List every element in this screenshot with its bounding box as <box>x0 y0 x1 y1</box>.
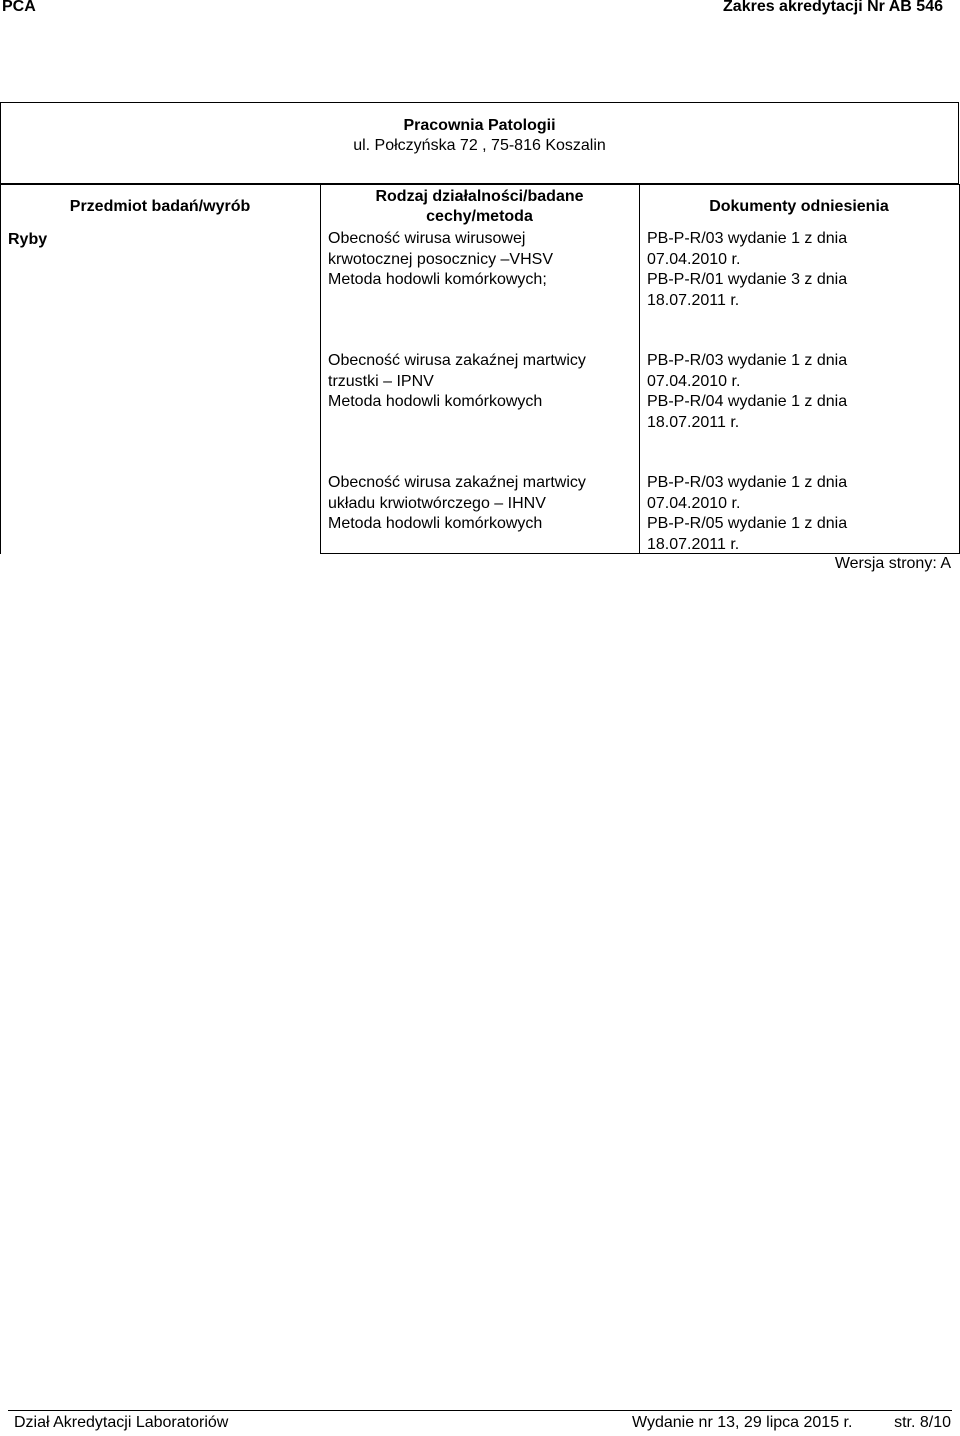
table-row-1-activity: Obecność wirusa wirusowej krwotocznej posocznicy –VHSV Metoda hodowli komórkowych; <box>328 230 553 288</box>
header-right: Zakres akredytacji Nr AB 546 <box>723 0 943 15</box>
lab-address: ul. Połczyńska 72 , 75-816 Koszalin <box>353 137 606 154</box>
footer-divider <box>8 1410 952 1411</box>
table-row-3-documents: PB-P-R/03 wydanie 1 z dnia 07.04.2010 r. PB-P-R/05 wydanie 1 z dnia 18.07.2011 r. <box>647 474 848 553</box>
table-row-2-activity: Obecność wirusa zakaźnej martwicy trzustki – IPNV Metoda hodowli komórkowych <box>328 352 586 410</box>
footer-edition: Wydanie nr 13, 29 lipca 2015 r. <box>632 1414 853 1431</box>
header-subject: Przedmiot badań/wyrób <box>69 198 251 215</box>
footer-department: Dział Akredytacji Laboratoriów <box>14 1414 229 1431</box>
table-row-3-activity: Obecność wirusa zakaźnej martwicy układu krwiotwórczego – IHNV Metoda hodowli komórkowych <box>328 474 586 532</box>
header-activity-line1: Rodzaj działalności/badane <box>375 188 584 205</box>
subject-cell: Ryby <box>8 231 48 248</box>
lab-name: Pracownia Patologii <box>403 117 556 134</box>
table-row-2-documents: PB-P-R/03 wydanie 1 z dnia 07.04.2010 r. PB-P-R/04 wydanie 1 z dnia 18.07.2011 r. <box>647 352 848 431</box>
footer-page-number: str. 8/10 <box>894 1414 951 1431</box>
header-left: PCA <box>2 0 36 15</box>
table-row-1-documents: PB-P-R/03 wydanie 1 z dnia 07.04.2010 r. PB-P-R/01 wydanie 3 z dnia 18.07.2011 r. <box>647 230 848 309</box>
lab-title-box <box>0 102 959 184</box>
header-activity-line2: cechy/metoda <box>426 208 533 225</box>
page-version: Wersja strony: A <box>834 555 951 572</box>
header-documents: Dokumenty odniesienia <box>709 198 889 215</box>
